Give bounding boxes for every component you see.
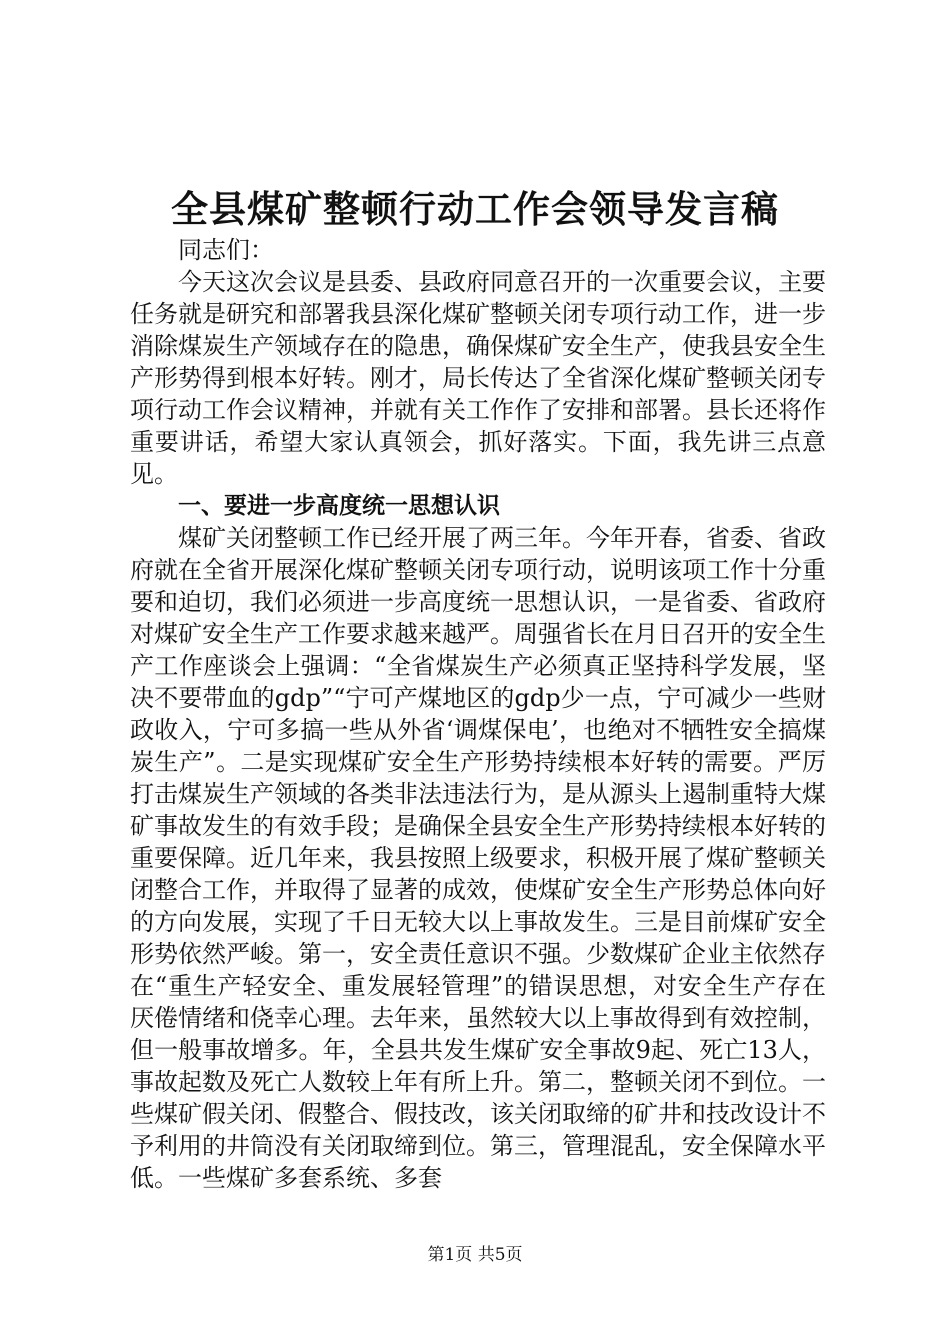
paragraph-section-1: 煤矿关闭整顿工作已经开展了两三年。今年开春，省委、省政府就在全省开展深化煤矿整顿关闭专项行动，说明该项工作十分重要和迫切，我们必须进一步高度统一思想认识，一是省委、省政府对煤矿安全生产工作要求越来越严。周强省长在月日召开的安全生产工作座谈会上强调：“全省煤炭生产必须真正坚持科学发展，坚决不要带血的gdp”“宁可产煤地区的gdp少一点，宁可减少一些财政收入，宁可多搞一些从外省‘调煤保电’，也绝对不牺牲安全搞煤炭生产”。二是实现煤矿安全生产形势持续根本好转的需要。严厉打击煤炭生产领域的各类非法违法行为，是从源头上遏制重特大煤矿事故发生的有效手段；是确保全县安全生产形势持续根本好转的重要保障。近几年来，我县按照上级要求，积极开展了煤矿整顿关闭整合工作，并取得了显著的成效，使煤矿安全生产形势总体向好的方向发展，实现了千日无较大以上事故发生。三是目前煤矿安全形势依然严峻。第一，安全责任意识不强。少数煤矿企业主依然存在“重生产轻安全、重发展轻管理”的错误思想，对安全生产存在厌倦情绪和侥幸心理。去年来，虽然较大以上事故得到有效控制，但一般事故增多。年，全县共发生煤矿安全事故9起、死亡13人，事故起数及死亡人数较上年有所上升。第二，整顿关闭不到位。一些煤矿假关闭、假整合、假技改，该关闭取缔的矿井和技改设计不予利用的井筒没有关闭取缔到位。第三，管理混乱，安全保障水平低。一些煤矿多套系统、多套 [130,524,826,1192]
section-heading-1: 一、要进一步高度统一思想认识 [178,493,500,519]
document-body [130,234,826,1194]
paragraph-intro: 今天这次会议是县委、县政府同意召开的一次重要会议，主要任务就是研究和部署我县深化煤矿整顿关闭专项行动工作，进一步消除煤炭生产领域存在的隐患，确保煤矿安全生产，使我县安全生产形势得到根本好转。刚才，局长传达了全省深化煤矿整顿关闭专项行动工作会议精神，并就有关工作作了安排和部署。县长还将作重要讲话，希望大家认真领会，抓好落实。下面，我先讲三点意见。 [130,268,826,488]
salutation: 同志们： [178,236,274,264]
document-title: 全县煤矿整顿行动工作会领导发言稿 [171,187,779,231]
page-footer: 第1页 共5页 [427,1245,523,1265]
